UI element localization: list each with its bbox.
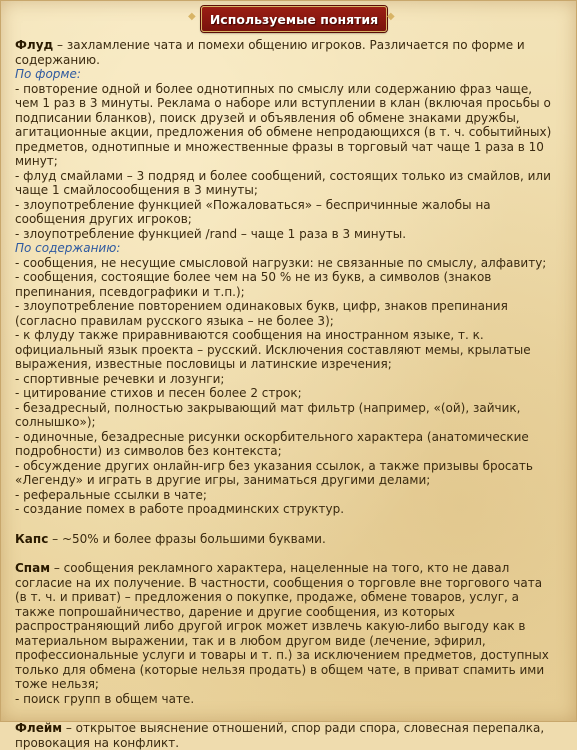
- rules-content: [15, 38, 555, 750]
- flood-definition: [15, 38, 555, 67]
- flame-definition: [15, 721, 555, 750]
- spam-definition-text: – сообщения рекламного характера, нацеленные на того, кто не давал согласие на их получение. В частности, сообщения о торговле вне торгового чата (в т. ч. и приват) – предложения о покупке, продаже, обмене товаров, услуг, а также попрошайничество, дарение и другие сообщения, из которых распространяющий либо другой игрок может извлечь какую-либо выгоду как в материальном выражении, так и в любом другом виде (лечение, эфирил, профессиональные услуги и товары и т. п.) за исключением предметов, доступных только для обмена (которые нельзя продать) в общем чате, в приват спамить ими тоже нельзя;: [15, 561, 549, 691]
- list-item: - злоупотребление повторением одинаковых букв, цифр, знаков препинания (согласно правилам русского языка – не более 3);: [15, 299, 508, 328]
- list-item: - поиск групп в общем чате.: [15, 691, 195, 706]
- list-item: - злоупотребление функцией /rand – чаще 1 раза в 3 минуты.: [15, 226, 407, 241]
- term-flame: Флейм: [15, 721, 63, 735]
- list-item: - флуд смайлами – 3 подряд и более сообщений, состоящих только из смайлов, или чаще 1 смайлосообщения в 3 минуты;: [15, 168, 551, 197]
- flood-definition-text: – захламление чата и помехи общению игроков. Различается по форме и содержанию.: [15, 38, 525, 67]
- list-item: - к флуду также приравниваются сообщения на иностранном языке, т. к. официальный язык проекта – русский. Исключения составляют мемы, крылатые выражения, известные пословицы и латинские изречения;: [15, 328, 531, 371]
- list-item: - безадресный, полностью закрывающий мат фильтр (например, «(ой), зайчик, солнышко»);: [15, 400, 521, 429]
- flame-definition-text: – открытое выяснение отношений, спор ради спора, словесная перепалка, провокация на конфликт.: [15, 721, 545, 750]
- caps-definition: [15, 532, 555, 547]
- caps-definition-text: – ~50% и более фразы большими буквами.: [48, 531, 326, 546]
- list-item: - злоупотребление функцией «Пожаловаться» – беспричинные жалобы на сообщения других игроков;: [15, 197, 491, 226]
- flood-content-heading: По содержанию:: [15, 241, 121, 255]
- list-item: - сообщения, не несущие смысловой нагрузки: не связанные по смыслу, алфавиту;: [15, 255, 547, 270]
- list-item: - обсуждение других онлайн-игр без указания ссылок, а также призывы бросать «Легенду» и играть в другие игры, заниматься другими делами;: [15, 458, 533, 487]
- list-item: - создание помех в работе проадминских структур.: [15, 502, 345, 516]
- term-spam: Спам: [15, 561, 51, 575]
- spacer: [15, 517, 555, 532]
- list-item: - спортивные речевки и лозунги;: [15, 371, 225, 386]
- list-item: - реферальные ссылки в чате;: [15, 487, 207, 502]
- spacer: [15, 546, 555, 561]
- title-banner: [201, 6, 387, 32]
- term-flood: Флуд: [15, 38, 54, 52]
- ornament-right-icon: ◆: [387, 11, 395, 22]
- list-item: - одиночные, безадресные рисунки оскорбительного характера (анатомические подробности) из символов без контекста;: [15, 429, 529, 458]
- ornament-left-icon: ◆: [188, 11, 196, 22]
- page-title: Используемые понятия: [209, 11, 379, 27]
- list-item: - сообщения, состоящие более чем на 50 % не из букв, а символов (знаков препинания, псевдографики и т.п.);: [15, 270, 492, 299]
- spam-definition: [15, 561, 555, 692]
- list-item: - повторение одной и более однотипных по смыслу или содержанию фраз чаще, чем 1 раз в 3 минуты. Реклама о наборе или вступлении в клан (включая просьбы о подписании бланков), поиск друзей и объявления об обмене знаками дружбы, агитационные акции, предложения об обмене непродающихся (в т. ч. событийных) предметов, однотипные и множественные фразы в торговый чат чаще 1 раза в 10 минут;: [15, 81, 552, 168]
- flood-form-heading: По форме:: [15, 67, 81, 81]
- spacer: [15, 706, 555, 721]
- term-caps: Капс: [15, 531, 49, 546]
- list-item: - цитирование стихов и песен более 2 строк;: [15, 386, 302, 400]
